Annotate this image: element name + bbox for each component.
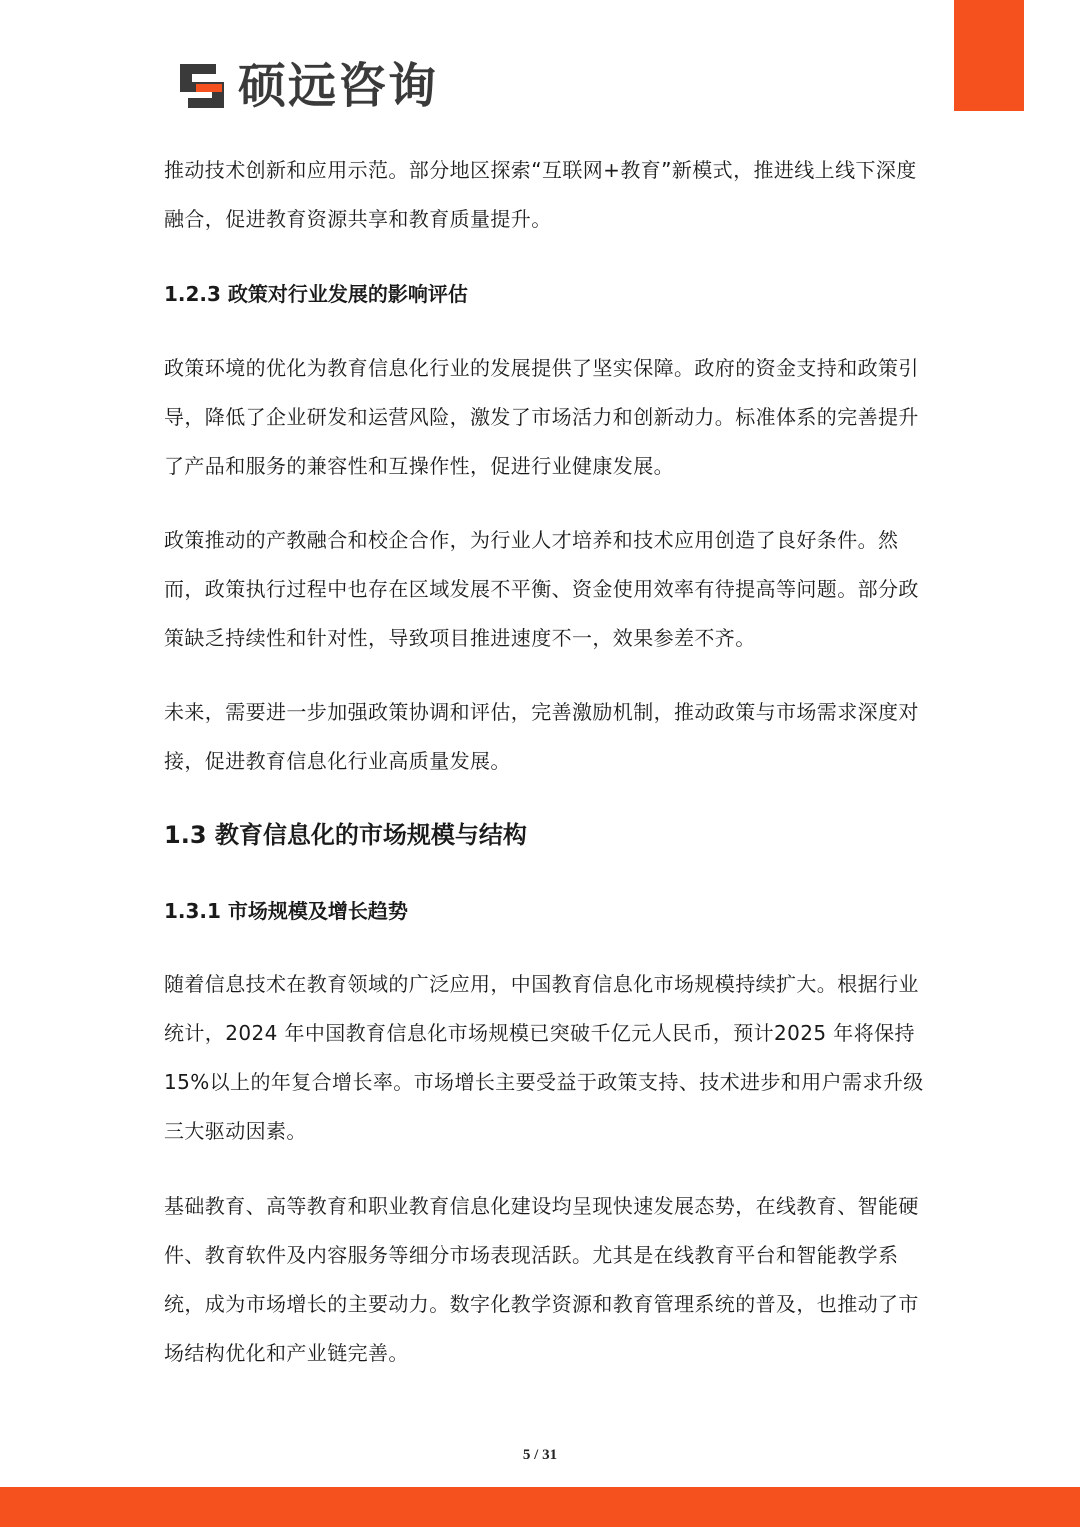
page-number: 5 / 31 (522, 1447, 558, 1463)
paragraph: 政策推动的产教融合和校企合作，为行业人才培养和技术应用创造了良好条件。然而，政策执行过程中也存在区域发展不平衡、资金使用效率有待提高等问题。部分政策缺乏持续性和针对性，导致项目推进速度不一，效果参差不齐。 (164, 528, 919, 650)
section-heading-1-3-1: 1.3.1 市场规模及增长趋势 (164, 899, 408, 923)
paragraph: 未来，需要进一步加强政策协调和评估，完善激励机制，推动政策与市场需求深度对接，促进教育信息化行业高质量发展。 (164, 700, 919, 773)
paragraph: 政策环境的优化为教育信息化行业的发展提供了坚实保障。政府的资金支持和政策引导，降低了企业研发和运营风险，激发了市场活力和创新动力。标准体系的完善提升了产品和服务的兼容性和互操作性，促进行业健康发展。 (164, 356, 919, 478)
section-heading-1-3: 1.3 教育信息化的市场规模与结构 (164, 821, 527, 849)
logo-text: 硕远咨询 (238, 58, 439, 114)
footer-accent-bar (0, 1487, 1080, 1527)
paragraph: 基础教育、高等教育和职业教育信息化建设均呈现快速发展态势，在线教育、智能硬件、教育软件及内容服务等细分市场表现活跃。尤其是在线教育平台和智能教学系统，成为市场增长的主要动力。数字化教学资源和教育管理系统的普及，也推动了市场结构优化和产业链完善。 (164, 1194, 919, 1365)
logo-mark-icon (176, 60, 228, 112)
section-heading-1-2-3: 1.2.3 政策对行业发展的影响评估 (164, 282, 468, 306)
corner-accent-tab (954, 0, 1024, 111)
paragraph: 推动技术创新和应用示范。部分地区探索“互联网+教育”新模式，推进线上线下深度融合，促进教育资源共享和教育质量提升。 (164, 158, 917, 231)
company-logo (176, 60, 438, 112)
paragraph: 随着信息技术在教育领域的广泛应用，中国教育信息化市场规模持续扩大。根据行业统计，2024 年中国教育信息化市场规模已突破千亿元人民币，预计2025 年将保持 15%以上的年复合增长率。市场增长主要受益于政策支持、技术进步和用户需求升级三大驱动因素。 (164, 972, 924, 1143)
